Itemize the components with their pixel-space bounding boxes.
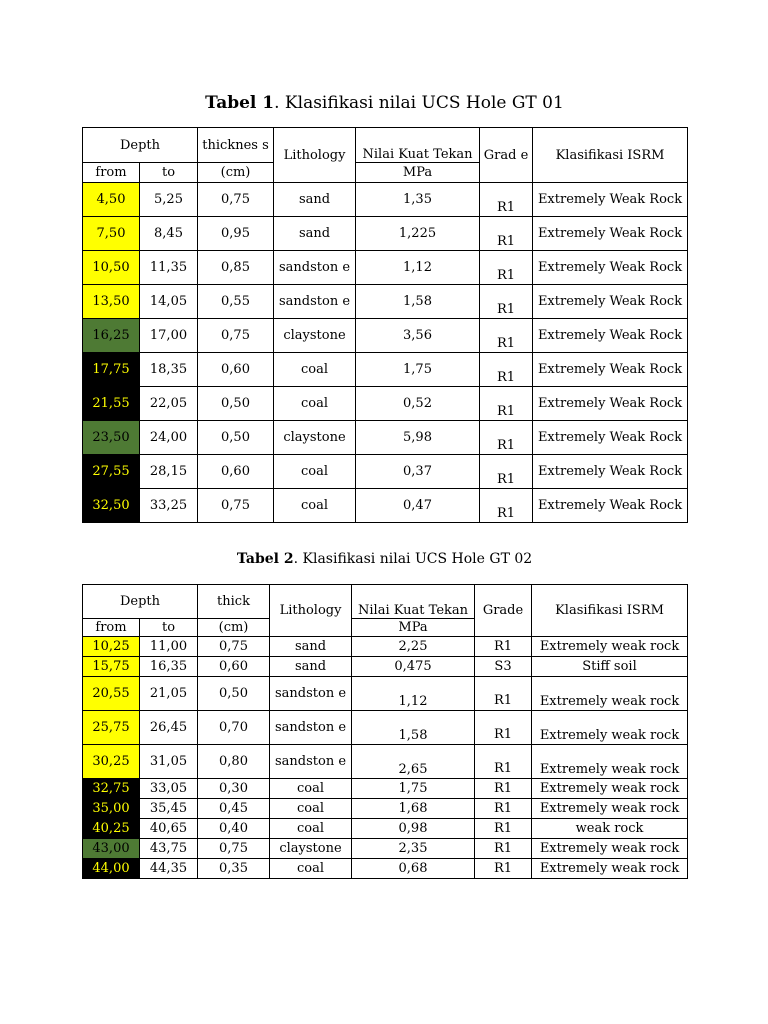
table-row (83, 489, 688, 523)
depth-to-cell: 33,05 (140, 779, 198, 799)
depth-from-cell: 10,50 (83, 251, 140, 285)
ucs-value-cell: 1,225 (356, 217, 480, 251)
table-row (83, 657, 688, 677)
thickness-cell: 0,60 (198, 657, 270, 677)
isrm-class-cell: Extremely weak rock (532, 779, 688, 799)
ucs-value-cell: 1,58 (352, 711, 475, 745)
lithology-cell: sand (274, 183, 356, 217)
thickness-cell: 0,75 (198, 839, 270, 859)
lithology-cell: claystone (274, 319, 356, 353)
table-row (83, 319, 688, 353)
strength-unit: MPa (356, 163, 480, 183)
ucs-value-cell: 3,56 (356, 319, 480, 353)
table2-caption (82, 551, 687, 567)
grade-cell: R1 (480, 251, 533, 285)
thickness-cell: 0,60 (198, 353, 274, 387)
grade-cell: R1 (475, 819, 532, 839)
ucs-value-cell: 2,65 (352, 745, 475, 779)
table1-caption-text: . Klasifikasi nilai UCS Hole GT 01 (274, 93, 564, 113)
depth-to-cell: 31,05 (140, 745, 198, 779)
grade-header: Grade (475, 585, 532, 637)
table-row (83, 859, 688, 879)
isrm-class-cell: Extremely weak rock (532, 745, 688, 779)
strength-header: Nilai Kuat Tekan (356, 128, 480, 163)
ucs-value-cell: 2,35 (352, 839, 475, 859)
table2-caption-label: Tabel 2 (236, 551, 294, 567)
depth-from-cell: 20,55 (83, 677, 140, 711)
depth-to-cell: 18,35 (140, 353, 198, 387)
thickness-unit: (cm) (198, 163, 274, 183)
grade-cell: S3 (475, 657, 532, 677)
depth-from-cell: 13,50 (83, 285, 140, 319)
table1-caption-label: Tabel 1 (205, 93, 275, 113)
isrm-class-cell: Extremely weak rock (532, 637, 688, 657)
lithology-header: Lithology (270, 585, 352, 637)
depth-to-cell: 33,25 (140, 489, 198, 523)
lithology-cell: sandston e (270, 745, 352, 779)
ucs-value-cell: 0,475 (352, 657, 475, 677)
depth-from-cell: 32,75 (83, 779, 140, 799)
lithology-cell: coal (270, 859, 352, 879)
ucs-value-cell: 1,35 (356, 183, 480, 217)
lithology-cell: sand (270, 657, 352, 677)
lithology-cell: sand (274, 217, 356, 251)
depth-to-cell: 28,15 (140, 455, 198, 489)
isrm-class-cell: Extremely weak rock (532, 711, 688, 745)
depth-from-cell: 15,75 (83, 657, 140, 677)
depth-from-cell: 32,50 (83, 489, 140, 523)
thickness-cell: 0,40 (198, 819, 270, 839)
grade-cell: R1 (475, 859, 532, 879)
table-row (83, 217, 688, 251)
grade-cell: R1 (475, 677, 532, 711)
isrm-header: Klasifikasi ISRM (533, 128, 688, 183)
table-row (83, 799, 688, 819)
depth-to-cell: 40,65 (140, 819, 198, 839)
isrm-class-cell: Extremely weak rock (532, 859, 688, 879)
thickness-cell: 0,35 (198, 859, 270, 879)
isrm-class-cell: Extremely Weak Rock (533, 455, 688, 489)
ucs-value-cell: 0,68 (352, 859, 475, 879)
table-row (83, 637, 688, 657)
depth-header: Depth (83, 585, 198, 619)
table-row (83, 455, 688, 489)
grade-cell: R1 (480, 455, 533, 489)
lithology-cell: coal (274, 387, 356, 421)
thickness-cell: 0,75 (198, 637, 270, 657)
depth-from-cell: 16,25 (83, 319, 140, 353)
depth-to-cell: 8,45 (140, 217, 198, 251)
grade-cell: R1 (480, 183, 533, 217)
thickness-cell: 0,45 (198, 799, 270, 819)
isrm-class-cell: weak rock (532, 819, 688, 839)
isrm-header: Klasifikasi ISRM (532, 585, 688, 637)
isrm-class-cell: Extremely Weak Rock (533, 489, 688, 523)
depth-from-cell: 25,75 (83, 711, 140, 745)
depth-to-cell: 11,00 (140, 637, 198, 657)
depth-from-cell: 10,25 (83, 637, 140, 657)
table-row (83, 839, 688, 859)
depth-to-cell: 43,75 (140, 839, 198, 859)
depth-from-cell: 4,50 (83, 183, 140, 217)
lithology-cell: coal (270, 799, 352, 819)
depth-to-cell: 11,35 (140, 251, 198, 285)
thickness-unit: (cm) (198, 619, 270, 637)
depth-to-cell: 26,45 (140, 711, 198, 745)
lithology-cell: sand (270, 637, 352, 657)
ucs-value-cell: 2,25 (352, 637, 475, 657)
lithology-cell: coal (274, 455, 356, 489)
ucs-table-gt01 (82, 127, 688, 523)
thickness-cell: 0,75 (198, 489, 274, 523)
thickness-cell: 0,75 (198, 183, 274, 217)
grade-cell: R1 (480, 489, 533, 523)
isrm-class-cell: Stiff soil (532, 657, 688, 677)
strength-unit: MPa (352, 619, 475, 637)
thickness-header: thick (198, 585, 270, 619)
depth-to-cell: 35,45 (140, 799, 198, 819)
isrm-class-cell: Extremely Weak Rock (533, 353, 688, 387)
grade-cell: R1 (480, 285, 533, 319)
table-row (83, 251, 688, 285)
grade-cell: R1 (480, 353, 533, 387)
depth-from-cell: 17,75 (83, 353, 140, 387)
table2-body (83, 637, 688, 879)
grade-cell: R1 (475, 799, 532, 819)
depth-to-cell: 5,25 (140, 183, 198, 217)
table-row (83, 183, 688, 217)
ucs-value-cell: 5,98 (356, 421, 480, 455)
isrm-class-cell: Extremely Weak Rock (533, 387, 688, 421)
table1-body (83, 183, 688, 523)
table-row (83, 779, 688, 799)
depth-from-cell: 21,55 (83, 387, 140, 421)
thickness-cell: 0,50 (198, 677, 270, 711)
table-row (83, 677, 688, 711)
grade-cell: R1 (475, 711, 532, 745)
depth-from-cell: 43,00 (83, 839, 140, 859)
thickness-cell: 0,60 (198, 455, 274, 489)
lithology-cell: sandston e (274, 251, 356, 285)
table-row (83, 387, 688, 421)
thickness-cell: 0,50 (198, 421, 274, 455)
grade-cell: R1 (475, 779, 532, 799)
table-row (83, 285, 688, 319)
lithology-cell: coal (274, 489, 356, 523)
to-header: to (140, 163, 198, 183)
thickness-cell: 0,95 (198, 217, 274, 251)
grade-cell: R1 (480, 387, 533, 421)
lithology-cell: claystone (270, 839, 352, 859)
depth-from-cell: 7,50 (83, 217, 140, 251)
ucs-value-cell: 0,37 (356, 455, 480, 489)
thickness-cell: 0,80 (198, 745, 270, 779)
lithology-cell: coal (274, 353, 356, 387)
isrm-class-cell: Extremely Weak Rock (533, 319, 688, 353)
isrm-class-cell: Extremely Weak Rock (533, 251, 688, 285)
thickness-cell: 0,30 (198, 779, 270, 799)
depth-to-cell: 16,35 (140, 657, 198, 677)
grade-cell: R1 (475, 637, 532, 657)
depth-to-cell: 24,00 (140, 421, 198, 455)
thickness-cell: 0,85 (198, 251, 274, 285)
depth-to-cell: 44,35 (140, 859, 198, 879)
depth-from-cell: 30,25 (83, 745, 140, 779)
depth-from-cell: 23,50 (83, 421, 140, 455)
lithology-cell: claystone (274, 421, 356, 455)
ucs-value-cell: 1,75 (352, 779, 475, 799)
thickness-cell: 0,50 (198, 387, 274, 421)
to-header: to (140, 619, 198, 637)
table-row (83, 353, 688, 387)
table-row (83, 711, 688, 745)
depth-to-cell: 17,00 (140, 319, 198, 353)
isrm-class-cell: Extremely Weak Rock (533, 217, 688, 251)
isrm-class-cell: Extremely weak rock (532, 839, 688, 859)
lithology-header: Lithology (274, 128, 356, 183)
ucs-value-cell: 0,52 (356, 387, 480, 421)
depth-to-cell: 22,05 (140, 387, 198, 421)
ucs-value-cell: 0,47 (356, 489, 480, 523)
grade-cell: R1 (475, 839, 532, 859)
ucs-value-cell: 1,68 (352, 799, 475, 819)
isrm-class-cell: Extremely Weak Rock (533, 285, 688, 319)
grade-cell: R1 (480, 217, 533, 251)
table-row (83, 819, 688, 839)
isrm-class-cell: Extremely Weak Rock (533, 183, 688, 217)
table1-caption (82, 93, 687, 113)
lithology-cell: sandston e (270, 711, 352, 745)
thickness-cell: 0,75 (198, 319, 274, 353)
isrm-class-cell: Extremely Weak Rock (533, 421, 688, 455)
table-row (83, 745, 688, 779)
from-header: from (83, 619, 140, 637)
depth-to-cell: 21,05 (140, 677, 198, 711)
lithology-cell: coal (270, 779, 352, 799)
ucs-value-cell: 1,12 (356, 251, 480, 285)
depth-from-cell: 27,55 (83, 455, 140, 489)
ucs-value-cell: 1,75 (356, 353, 480, 387)
depth-to-cell: 14,05 (140, 285, 198, 319)
table-row (83, 421, 688, 455)
lithology-cell: sandston e (270, 677, 352, 711)
from-header: from (83, 163, 140, 183)
thickness-cell: 0,70 (198, 711, 270, 745)
grade-header: Grad e (480, 128, 533, 183)
depth-from-cell: 40,25 (83, 819, 140, 839)
strength-header: Nilai Kuat Tekan (352, 585, 475, 619)
isrm-class-cell: Extremely weak rock (532, 677, 688, 711)
isrm-class-cell: Extremely weak rock (532, 799, 688, 819)
grade-cell: R1 (480, 421, 533, 455)
grade-cell: R1 (475, 745, 532, 779)
ucs-table-gt02 (82, 584, 688, 879)
grade-cell: R1 (480, 319, 533, 353)
ucs-value-cell: 0,98 (352, 819, 475, 839)
table2-caption-text: . Klasifikasi nilai UCS Hole GT 02 (293, 551, 533, 567)
depth-header: Depth (83, 128, 198, 163)
lithology-cell: sandston e (274, 285, 356, 319)
depth-from-cell: 35,00 (83, 799, 140, 819)
lithology-cell: coal (270, 819, 352, 839)
ucs-value-cell: 1,12 (352, 677, 475, 711)
depth-from-cell: 44,00 (83, 859, 140, 879)
ucs-value-cell: 1,58 (356, 285, 480, 319)
thickness-cell: 0,55 (198, 285, 274, 319)
thickness-header: thicknes s (198, 128, 274, 163)
